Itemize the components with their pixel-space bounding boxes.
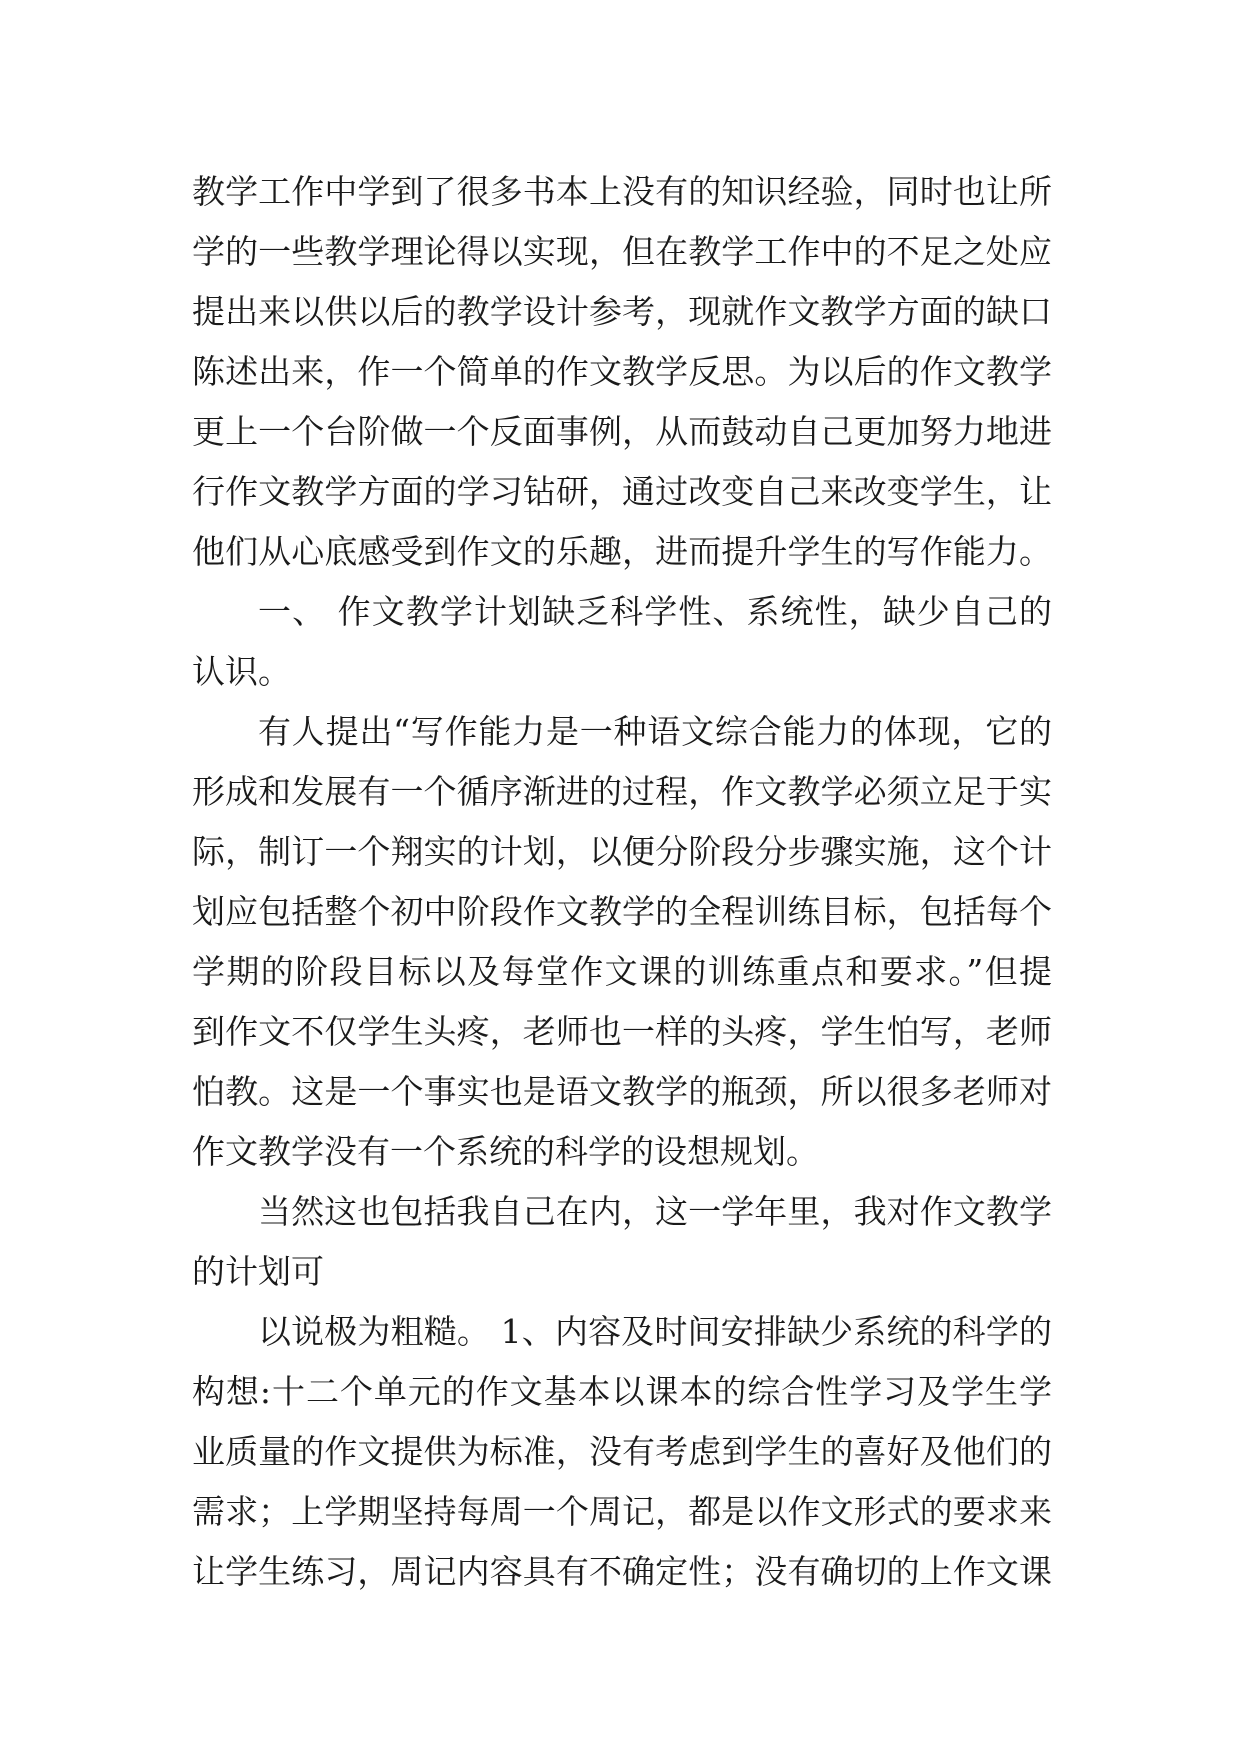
text-line: 形成和发展有一个循序渐进的过程，作文教学必须立足于实 [192,772,1052,811]
text-line: 的计划可 [192,1252,324,1291]
text-line: 作文教学没有一个系统的科学的设想规划。 [192,1132,819,1171]
text-line: 行作文教学方面的学习钻研，通过改变自己来改变学生，让 [192,472,1052,511]
section-heading: 一、 作文教学计划缺乏科学性、系统性，缺少自己的 [258,592,1052,631]
text-line: 业质量的作文提供为标准，没有考虑到学生的喜好及他们的 [192,1432,1052,1471]
text-line: 陈述出来，作一个简单的作文教学反思。为以后的作文教学 [192,352,1052,391]
text-line: 以说极为粗糙。 1、内容及时间安排缺少系统的科学的 [258,1312,1052,1351]
text-line: 当然这也包括我自己在内，这一学年里，我对作文教学 [258,1192,1052,1231]
text-line: 划应包括整个初中阶段作文教学的全程训练目标，包括每个 [192,892,1052,931]
text-line: 更上一个台阶做一个反面事例，从而鼓动自己更加努力地进 [192,412,1052,451]
text-line: 认识。 [192,652,291,691]
text-line: 学期的阶段目标以及每堂作文课的训练重点和要求。”但提 [192,952,1052,991]
text-line: 构想:十二个单元的作文基本以课本的综合性学习及学生学 [192,1372,1052,1411]
text-line: 际，制订一个翔实的计划，以便分阶段分步骤实施，这个计 [192,832,1052,871]
text-line: 他们从心底感受到作文的乐趣，进而提升学生的写作能力。 [192,532,1052,571]
text-line: 提出来以供以后的教学设计参考，现就作文教学方面的缺口 [192,292,1052,331]
text-line: 需求；上学期坚持每周一个周记，都是以作文形式的要求来 [192,1492,1052,1531]
text-line: 教学工作中学到了很多书本上没有的知识经验，同时也让所 [192,172,1052,211]
document-body [192,162,1052,1602]
text-line: 有人提出“写作能力是一种语文综合能力的体现，它的 [258,712,1052,751]
text-line: 怕教。这是一个事实也是语文教学的瓶颈，所以很多老师对 [192,1072,1052,1111]
text-line: 让学生练习，周记内容具有不确定性；没有确切的上作文课 [192,1552,1052,1591]
text-line: 到作文不仅学生头疼，老师也一样的头疼，学生怕写，老师 [192,1012,1052,1051]
text-line: 学的一些教学理论得以实现，但在教学工作中的不足之处应 [192,232,1052,271]
